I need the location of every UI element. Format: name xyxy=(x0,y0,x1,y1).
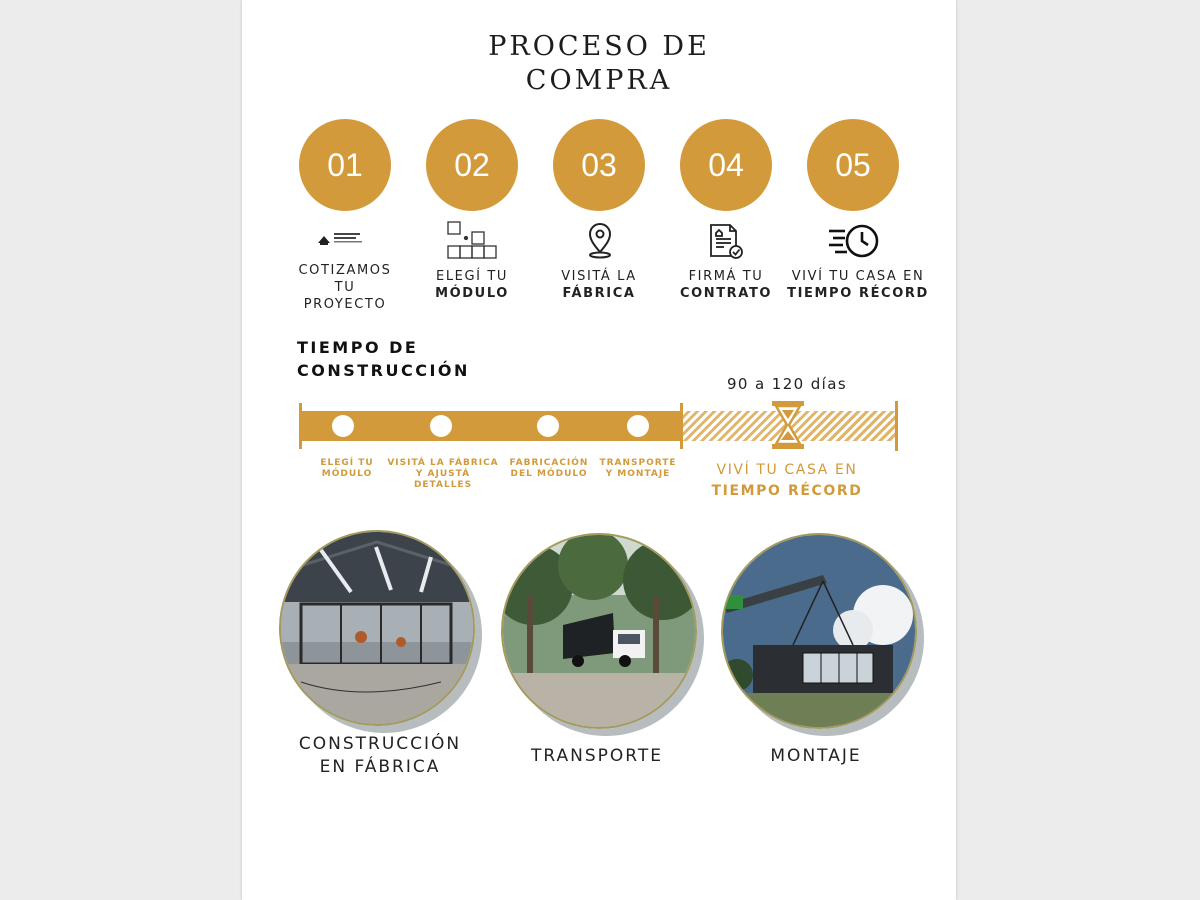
step-number-badge: 01 xyxy=(299,119,391,211)
page-title xyxy=(242,30,956,98)
timeline-dot xyxy=(430,415,452,437)
hourglass-icon xyxy=(772,401,804,453)
house-logo-icon xyxy=(315,228,375,250)
timeline-stage-line: DEL MÓDULO xyxy=(510,469,588,479)
step-number-badge: 02 xyxy=(426,119,518,211)
photo-caption-line: CONSTRUCCIÓN xyxy=(298,734,462,754)
timeline-end-cap xyxy=(895,401,898,451)
timeline-stage-line: VISITÁ LA FÁBRICA xyxy=(387,458,499,468)
factory-interior-photo xyxy=(279,530,475,726)
timeline-stage-line: MÓDULO xyxy=(321,469,373,479)
title-line-1: PROCESO DE xyxy=(488,31,710,62)
timeline-stage-line: FABRICACIÓN xyxy=(509,458,589,468)
timeline-heading-line: TIEMPO DE xyxy=(297,338,419,357)
photo-caption-line: MONTAJE xyxy=(770,746,862,766)
step-number-badge: 04 xyxy=(680,119,772,211)
step-number-badge: 05 xyxy=(807,119,899,211)
fast-clock-icon xyxy=(827,222,881,260)
photo-caption xyxy=(270,733,490,779)
step-label-bold: TIEMPO RÉCORD xyxy=(787,286,929,301)
photo-caption xyxy=(706,745,926,768)
timeline-heading xyxy=(297,336,470,382)
timeline-dot xyxy=(627,415,649,437)
timeline-stage-label xyxy=(506,458,592,480)
photo-caption xyxy=(487,745,707,768)
timeline-stage-label xyxy=(386,458,500,491)
step-label-line: PROYECTO xyxy=(303,297,387,312)
stacked-boxes-icon xyxy=(446,220,498,262)
timeline-dot xyxy=(332,415,354,437)
record-time-label xyxy=(702,460,872,502)
step-label-line: FIRMÁ TU xyxy=(688,269,764,284)
signed-contract-icon xyxy=(706,222,746,262)
photo-caption-line: EN FÁBRICA xyxy=(319,757,441,777)
step-label-line: VIVÍ TU CASA EN xyxy=(791,269,925,284)
photo-caption-line: TRANSPORTE xyxy=(531,746,663,766)
truck-transport-photo xyxy=(501,533,697,729)
step-label xyxy=(778,268,938,302)
timeline-stage-line: ELEGÍ TU xyxy=(320,458,374,468)
timeline-bar xyxy=(299,411,681,441)
crane-installation-photo xyxy=(721,533,917,729)
timeline-dot xyxy=(537,415,559,437)
timeline-stage-line: Y AJUSTÁ DETALLES xyxy=(413,469,473,490)
step-label-bold: CONTRATO xyxy=(679,286,773,301)
location-pin-icon xyxy=(584,222,616,260)
step-label-line: COTIZAMOS xyxy=(298,263,392,278)
timeline-stage-line: TRANSPORTE xyxy=(599,458,677,468)
step-label-bold: FÁBRICA xyxy=(562,286,636,301)
step-label-line: VISITÁ LA xyxy=(561,269,637,284)
timeline-heading-line: CONSTRUCCIÓN xyxy=(297,361,470,380)
step-label-line: TU xyxy=(334,280,356,295)
record-time-bold: TIEMPO RÉCORD xyxy=(711,483,863,499)
record-time-line: VIVÍ TU CASA EN xyxy=(716,462,858,478)
step-label-line: ELEGÍ TU xyxy=(436,269,508,284)
timeline-stage-label xyxy=(598,458,678,480)
document-page xyxy=(242,0,956,900)
title-line-2: COMPRA xyxy=(525,65,673,96)
step-number-badge: 03 xyxy=(553,119,645,211)
step-label-bold: MÓDULO xyxy=(435,286,509,301)
timeline-duration: 90 a 120 días xyxy=(726,375,848,393)
timeline-stage-label xyxy=(312,458,382,480)
timeline-stage-line: Y MONTAJE xyxy=(605,469,671,479)
